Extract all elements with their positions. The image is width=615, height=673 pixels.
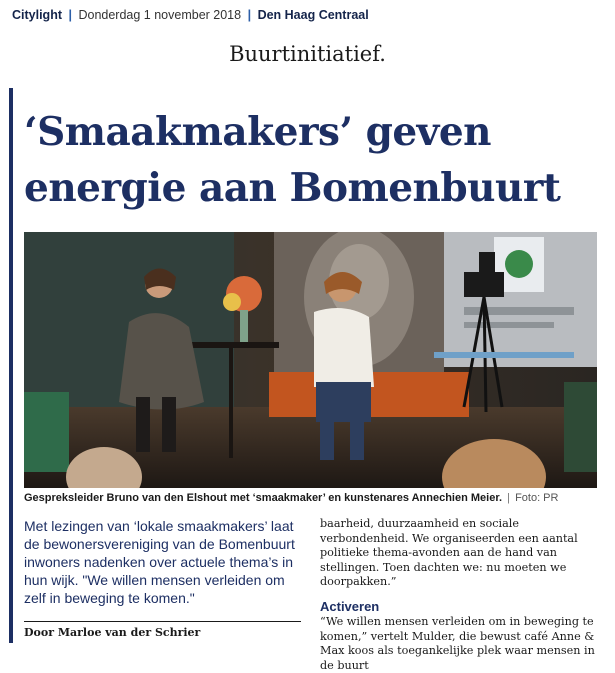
caption-separator: | xyxy=(507,492,510,504)
masthead-separator: | xyxy=(247,8,252,22)
masthead-brand: Citylight xyxy=(12,8,62,22)
photo-caption xyxy=(24,491,609,505)
byline: Door Marloe van der Schrier xyxy=(24,626,201,639)
article-photo xyxy=(24,232,597,488)
masthead-separator: | xyxy=(68,8,72,22)
photo-credit: Foto: PR xyxy=(515,492,559,504)
headline-line-1: ‘Smaakmakers’ geven xyxy=(24,109,492,155)
body-column xyxy=(320,517,603,673)
caption-text: Gespreksleider Bruno van den Elshout met ‘smaakmaker’ en kunstenares Annechien Meier. xyxy=(24,492,503,504)
body-subhead: Activeren xyxy=(320,598,380,614)
body-paragraph-1: baarheid, duurzaamheid en sociale verbondenheid. We organiseerden een aantal politieke thema-avonden aan de hand van stellingen. Toen dachten we: nu moeten we doorpakken.” xyxy=(320,517,578,588)
masthead-date: Donderdag 1 november 2018 xyxy=(78,8,242,22)
section-header: Buurtinitiatief. xyxy=(229,42,386,66)
photo-of-panel-discussion xyxy=(24,232,597,488)
headline-line-2: energie aan Bomenbuurt xyxy=(24,165,561,211)
masthead-edition: Den Haag Centraal xyxy=(257,8,369,22)
intro-paragraph: Met lezingen van ‘lokale smaakmakers’ laat de bewonersvereniging van de Bomenbuurt inwoners nadenken over actuele thema’s in hun wijk. "We willen mensen verleiden om zelf in beweging te komen." xyxy=(24,518,295,606)
headline xyxy=(24,104,609,216)
byline-divider xyxy=(24,621,301,622)
body-paragraph-2: “We willen mensen verleiden om in beweging te komen,” vertelt Mulder, die bewust café Anne & Max koos als toegankelijke plek waar mensen in de buurt xyxy=(320,615,595,672)
masthead xyxy=(12,6,612,24)
accent-bar xyxy=(9,88,13,643)
